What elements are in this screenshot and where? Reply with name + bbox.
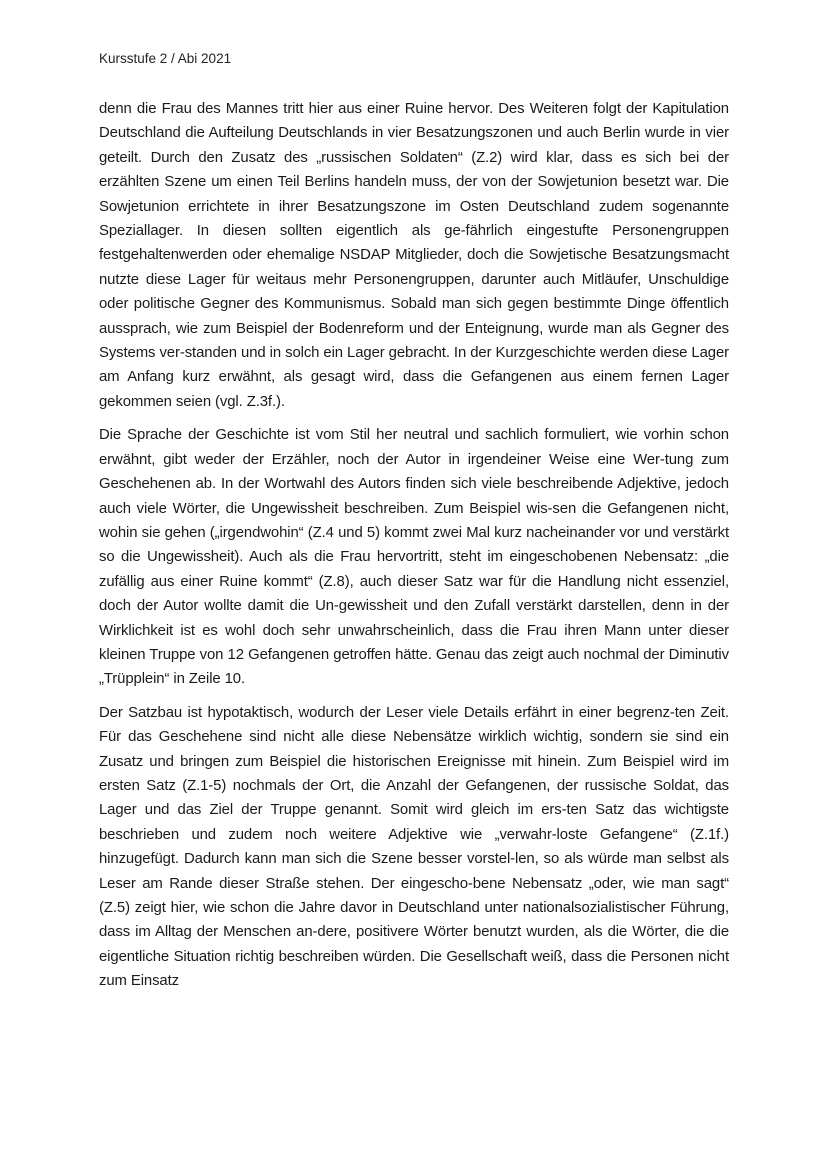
paragraph-2: Die Sprache der Geschichte ist vom Stil her neutral und sachlich formuliert, wie vorhin schon erwähnt, gibt weder der Erzähler, noch der Autor in irgendeiner Weise eine Wer-tung zum Geschehenen ab. In der Wortwahl des Autors finden sich viele beschreibende Adjektive, jedoch auch viele Wörter, die Ungewissheit beschreiben. Zum Beispiel wis-sen die Gefangenen nicht, wohin sie gehen („irgendwohin“ (Z.4 und 5) kommt zwei Mal kurz nacheinander vor und verstärkt so die Ungewissheit). Auch als die Frau hervortritt, steht im eingeschobenen Nebensatz: „die zufällig aus einer Ruine kommt“ (Z.8), auch dieser Satz war für die Handlung nicht essenziel, doch der Autor wollte damit die Un-gewissheit und den Zufall verstärkt darstellen, denn in der Wirklichkeit ist es wohl doch sehr unwahrscheinlich, dass die Frau ihren Mann unter dieser kleinen Truppe von 12 Gefangenen getroffen hätte. Genau das zeigt auch nochmal der Diminutiv „Trüpplein“ in Zeile 10. [99, 427, 729, 688]
paragraph-1: denn die Frau des Mannes tritt hier aus einer Ruine hervor. Des Weiteren folgt der Kapitulation Deutschland die Aufteilung Deutschlands in vier Besatzungszonen und auch Berlin wurde in vier geteilt. Durch den Zusatz des „russischen Soldaten“ (Z.2) wird klar, dass es sich bei der erzählten Szene um einen Teil Berlins handeln muss, der von der Sowjetunion besetzt war. Die Sowjetunion errichtete in ihrer Besatzungszone im Osten Deutschland zudem sogenannte Speziallager. In diesen sollten eigentlich als ge-fährlich eingestufte Personengruppen festgehaltenwerden oder ehemalige NSDAP Mitglieder, doch die Sowjetische Besatzungsmacht nutzte diese Lager für weitaus mehr Personengruppen, darunter auch Mitläufer, Unschuldige oder politische Gegner des Kommunismus. Sobald man sich gegen bestimmte Dinge öffentlich aussprach, wie zum Beispiel der Bodenreform und der Enteignung, wurde man als Gegner des Systems ver-standen und in solch ein Lager gebracht. In der Kurzgeschichte werden diese Lager am Anfang kurz erwähnt, als gesagt wird, dass die Gefangenen aus einem fernen Lager gekommen seien (vgl. Z.3f.). [99, 101, 729, 410]
paragraph-3: Der Satzbau ist hypotaktisch, wodurch der Leser viele Details erfährt in einer begrenz-ten Zeit. Für das Geschehene sind nicht alle diese Nebensätze wirklich wichtig, sondern sie sind ein Zusatz und bringen zum Beispiel die historischen Ereignisse mit hinein. Zum Beispiel wird im ersten Satz (Z.1-5) nochmals der Ort, die Anzahl der Gefangenen, der russische Soldat, das Lager und das Ziel der Truppe genannt. Somit wird gleich im ers-ten Satz das wichtigste beschrieben und zudem noch weitere Adjektive wie „verwahr-loste Gefangene“ (Z.1f.) hinzugefügt. Dadurch kann man sich die Szene besser vorstel-len, so als würde man selbst als Leser am Rande dieser Straße stehen. Der eingescho-bene Nebensatz „oder, wie man sagt“ (Z.5) zeigt hier, wie schon die Jahre davor in Deutschland unter nationalsozialistischer Führung, dass im Alltag der Menschen an-dere, positivere Wörter benutzt wurden, als die Wörter, die die eigentliche Situation richtig beschreiben würden. Die Gesellschaft weiß, dass die Personen nicht zum Einsatz [99, 704, 729, 990]
page-header: Kursstufe 2 / Abi 2021 [99, 51, 232, 66]
document-body [99, 97, 729, 1003]
